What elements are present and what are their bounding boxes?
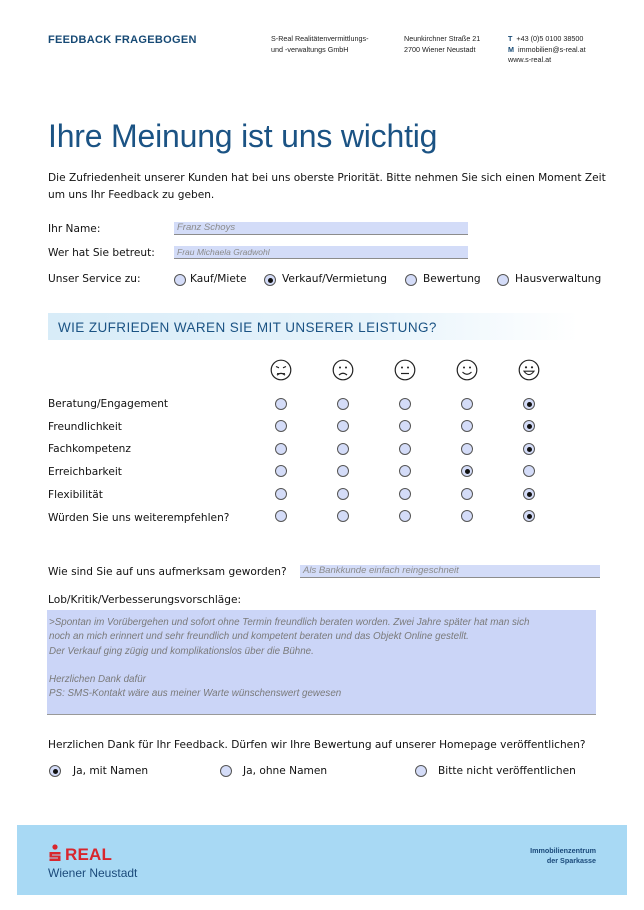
comment-line: >Spontan im Vorübergehen und sofort ohne Termin freundlich beraten worden. Zwei Jahre später hat man sich — [49, 617, 530, 628]
service-radio-verkauf-vermietung[interactable] — [264, 274, 276, 286]
rating-radio-row2-level3[interactable] — [399, 420, 411, 432]
company-line-1: S-Real Realitätenvermittlungs- — [271, 34, 369, 43]
source-field[interactable]: Als Bankkunde einfach reingeschneit — [300, 565, 600, 578]
rating-radio-row2-level2[interactable] — [337, 420, 349, 432]
footer-tagline-line-2: der Sparkasse — [546, 856, 596, 865]
service-option-label: Hausverwaltung — [515, 273, 602, 285]
company-address — [404, 34, 480, 55]
logo-real-text: REAL — [65, 845, 113, 864]
very-unhappy-face-icon — [270, 359, 292, 381]
rating-radio-row3-level5[interactable] — [523, 443, 535, 455]
email-line — [508, 45, 586, 56]
rating-radio-row4-level3[interactable] — [399, 465, 411, 477]
website-link[interactable]: www.s-real.at — [508, 55, 552, 64]
rating-radio-row2-level1[interactable] — [275, 420, 287, 432]
comments-textarea[interactable] — [47, 610, 596, 715]
rating-row-label: Beratung/Engagement — [48, 398, 169, 410]
rating-radio-row5-level5[interactable] — [523, 488, 535, 500]
rating-radio-row1-level3[interactable] — [399, 398, 411, 410]
rating-row-label: Erreichbarkeit — [48, 466, 122, 478]
rating-radio-row3-level3[interactable] — [399, 443, 411, 455]
phone-number: +43 (0)5 0100 38500 — [516, 34, 584, 43]
rating-radio-row3-level2[interactable] — [337, 443, 349, 455]
rating-radio-row6-level5[interactable] — [523, 510, 535, 522]
publish-radio-do-not-publish[interactable] — [415, 765, 427, 777]
publish-option-label: Ja, ohne Namen — [243, 765, 328, 777]
service-option-label: Kauf/Miete — [190, 273, 247, 285]
advisor-label: Wer hat Sie betreut: — [48, 247, 155, 259]
form-header-title: FEEDBACK FRAGEBOGEN — [48, 34, 197, 46]
service-label: Unser Service zu: — [48, 273, 141, 285]
intro-line-2: um uns Ihr Feedback zu geben. — [48, 188, 215, 201]
email-address[interactable]: immobilien@s-real.at — [518, 44, 586, 54]
rating-row-label: Würden Sie uns weiterempfehlen? — [48, 512, 230, 524]
publish-radio-with-name[interactable] — [49, 765, 61, 777]
service-radio-kauf-miete[interactable] — [174, 274, 186, 286]
unhappy-face-icon — [332, 359, 354, 381]
comment-line: noch an mich erinnert und sehr freundlich und kompetent beraten und das Objekt Online gestellt. — [49, 631, 469, 643]
very-happy-face-icon — [518, 359, 540, 381]
service-option-label: Verkauf/Vermietung — [282, 273, 387, 285]
name-label: Ihr Name: — [48, 223, 101, 235]
intro-line-1: Die Zufriedenheit unserer Kunden hat bei uns oberste Priorität. Bitte nehmen Sie sich einen Moment Zeit — [48, 172, 606, 184]
footer-tagline-line-1: Immobilienzentrum — [530, 846, 596, 855]
publish-option-label: Ja, mit Namen — [73, 765, 149, 777]
rating-radio-row5-level2[interactable] — [337, 488, 349, 500]
company-line-2: und -verwaltungs GmbH — [271, 44, 349, 54]
sparkasse-s-logo-icon — [48, 844, 62, 862]
rating-radio-row1-level5[interactable] — [523, 398, 535, 410]
rating-row-label: Flexibilität — [48, 489, 103, 501]
rating-radio-row4-level1[interactable] — [275, 465, 287, 477]
advisor-field[interactable]: Frau Michaela Gradwohl — [174, 246, 468, 259]
name-field[interactable]: Franz Schoys — [174, 222, 468, 235]
rating-radio-row1-level2[interactable] — [337, 398, 349, 410]
section-title: WIE ZUFRIEDEN WAREN SIE MIT UNSERER LEISTUNG? — [58, 320, 437, 335]
publish-radio-without-name[interactable] — [220, 765, 232, 777]
rating-radio-row6-level2[interactable] — [337, 510, 349, 522]
rating-radio-row1-level1[interactable] — [275, 398, 287, 410]
service-option-label: Bewertung — [423, 273, 481, 285]
rating-row-label: Fachkompetenz — [48, 443, 131, 455]
rating-radio-row3-level1[interactable] — [275, 443, 287, 455]
company-name — [271, 34, 368, 55]
happy-face-icon — [456, 359, 478, 381]
rating-row-label: Freundlichkeit — [48, 421, 122, 433]
company-contact — [508, 34, 586, 66]
rating-radio-row6-level1[interactable] — [275, 510, 287, 522]
rating-radio-row3-level4[interactable] — [461, 443, 473, 455]
rating-radio-row6-level4[interactable] — [461, 510, 473, 522]
rating-radio-row2-level5[interactable] — [523, 420, 535, 432]
source-label: Wie sind Sie auf uns aufmerksam geworden? — [48, 566, 287, 578]
address-line-2: 2700 Wiener Neustadt — [404, 44, 476, 54]
footer-tagline — [470, 846, 596, 866]
comment-line: Der Verkauf ging zügig und komplikationslos über die Bühne. — [49, 645, 314, 657]
phone-line — [508, 34, 586, 45]
rating-radio-row5-level4[interactable] — [461, 488, 473, 500]
page-title: Ihre Meinung ist uns wichtig — [48, 118, 438, 154]
comment-line — [49, 659, 594, 673]
email-prefix: M — [508, 44, 514, 54]
comment-line: PS: SMS-Kontakt wäre aus meiner Warte wünschenswert gewesen — [49, 688, 342, 700]
rating-radio-row5-level1[interactable] — [275, 488, 287, 500]
service-radio-bewertung[interactable] — [405, 274, 417, 286]
comments-label: Lob/Kritik/Verbesserungsvorschläge: — [48, 594, 242, 606]
address-line-1: Neunkirchner Straße 21 — [404, 34, 481, 43]
rating-radio-row5-level3[interactable] — [399, 488, 411, 500]
phone-prefix: T — [508, 34, 513, 43]
publish-question: Herzlichen Dank für Ihr Feedback. Dürfen wir Ihre Bewertung auf unserer Homepage veröffentlichen? — [48, 739, 586, 751]
rating-radio-row1-level4[interactable] — [461, 398, 473, 410]
rating-radio-row4-level2[interactable] — [337, 465, 349, 477]
rating-radio-row4-level5[interactable] — [523, 465, 535, 477]
publish-option-label: Bitte nicht veröffentlichen — [438, 765, 576, 777]
intro-text — [48, 170, 608, 203]
logo-subtitle: Wiener Neustadt — [48, 866, 138, 880]
comment-line: Herzlichen Dank dafür — [49, 674, 146, 686]
rating-radio-row4-level4[interactable] — [461, 465, 473, 477]
service-radio-hausverwaltung[interactable] — [497, 274, 509, 286]
rating-radio-row2-level4[interactable] — [461, 420, 473, 432]
neutral-face-icon — [394, 359, 416, 381]
rating-radio-row6-level3[interactable] — [399, 510, 411, 522]
